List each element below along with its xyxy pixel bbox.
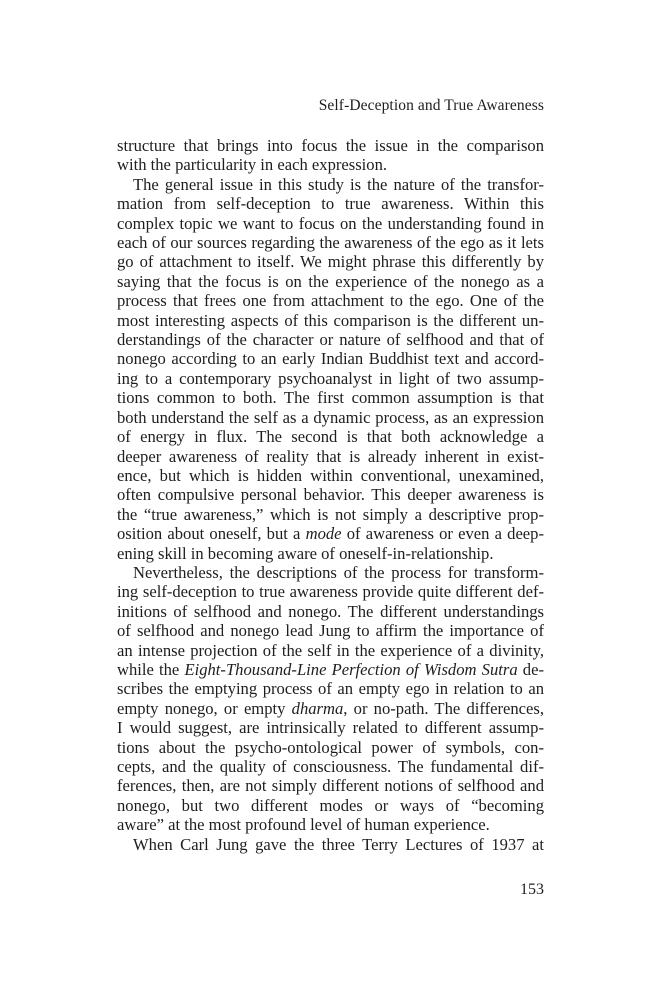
text-line: deeper awareness of reality that is already inherent in exist- (117, 446, 544, 466)
text-line: of selfhood and nonego lead Jung to affirm the importance of (117, 621, 544, 641)
page-number: 153 (520, 881, 544, 898)
text-line: nonego according to an early Indian Buddhist text and accord- (117, 349, 544, 369)
text-line: an intense projection of the self in the experience of a divinity, (117, 640, 544, 660)
italic-term: mode (305, 524, 342, 544)
text-line: often compulsive personal behavior. This deeper awareness is (117, 485, 544, 505)
text-line: ing self-deception to true awareness provide quite different def- (117, 582, 544, 602)
italic-term: dharma (291, 698, 344, 718)
text-line: ing to a contemporary psychoanalyst in light of two assump- (117, 368, 544, 388)
running-head: Self-Deception and True Awareness (318, 97, 544, 114)
text-line: mation from self-deception to true awareness. Within this (117, 194, 544, 214)
body-text (117, 136, 544, 854)
text-run: de- (517, 659, 544, 679)
text-line: scribes the emptying process of an empty ego in relation to an (117, 679, 544, 699)
text-line: tions about the psycho-ontological power of symbols, con- (117, 737, 544, 757)
text-line: complex topic we want to focus on the understanding found in (117, 213, 544, 233)
text-line: Nevertheless, the descriptions of the process for transform- (133, 562, 544, 582)
text-run: while the (117, 659, 185, 679)
text-line: ferences, then, are not simply different notions of selfhood and (117, 776, 544, 796)
text-line: nonego, but two different modes or ways of “becoming (117, 795, 544, 815)
text-line: of energy in flux. The second is that both acknowledge a (117, 427, 544, 447)
paragraph (117, 835, 544, 854)
text-line: go of attachment to itself. We might phrase this differently by (117, 252, 544, 272)
text-line: derstandings of the character or nature of selfhood and that of (117, 330, 544, 350)
paragraph (117, 563, 544, 835)
text-line: most interesting aspects of this comparison is the different un- (117, 310, 544, 330)
text-line: initions of selfhood and nonego. The different understandings (117, 601, 544, 621)
text-run: empty nonego, or empty (117, 698, 292, 718)
text-line: aware” at the most profound level of human experience. (117, 815, 490, 835)
text-line: The general issue in this study is the nature of the transfor- (133, 174, 544, 194)
text-line: the “true awareness,” which is not simply a descriptive prop- (117, 504, 544, 524)
text-line: cepts, and the quality of consciousness. The fundamental dif- (117, 757, 544, 776)
text-run: osition about oneself, but a (117, 524, 306, 544)
text-line: each of our sources regarding the awareness of the ego as it lets (117, 233, 544, 253)
text-line: structure that brings into focus the issue in the comparison (117, 136, 544, 155)
paragraph-continued (117, 136, 544, 175)
text-line (117, 660, 544, 679)
text-line: I would suggest, are intrinsically related to different assump- (117, 718, 544, 738)
text-line: ence, but which is hidden within conventional, unexamined, (117, 465, 544, 485)
text-line (117, 524, 544, 543)
text-line (117, 699, 544, 718)
text-line: tions common to both. The first common assumption is that (117, 388, 544, 408)
text-line: When Carl Jung gave the three Terry Lectures of 1937 at (133, 834, 544, 854)
text-line: both understand the self as a dynamic process, as an expression (117, 407, 544, 427)
paragraph (117, 175, 544, 563)
italic-title: Eight-Thousand-Line Perfection of Wisdom Sutra (184, 659, 518, 679)
text-run: of awareness or even a deep- (341, 524, 544, 544)
text-line: saying that the focus is on the experience of the nonego as a (117, 271, 544, 291)
text-line: with the particularity in each expression. (117, 155, 388, 175)
text-line: process that frees one from attachment to the ego. One of the (117, 291, 544, 311)
text-run: , or no-path. The differences, (343, 698, 544, 718)
text-line: ening skill in becoming aware of oneself-in-relationship. (117, 543, 494, 563)
